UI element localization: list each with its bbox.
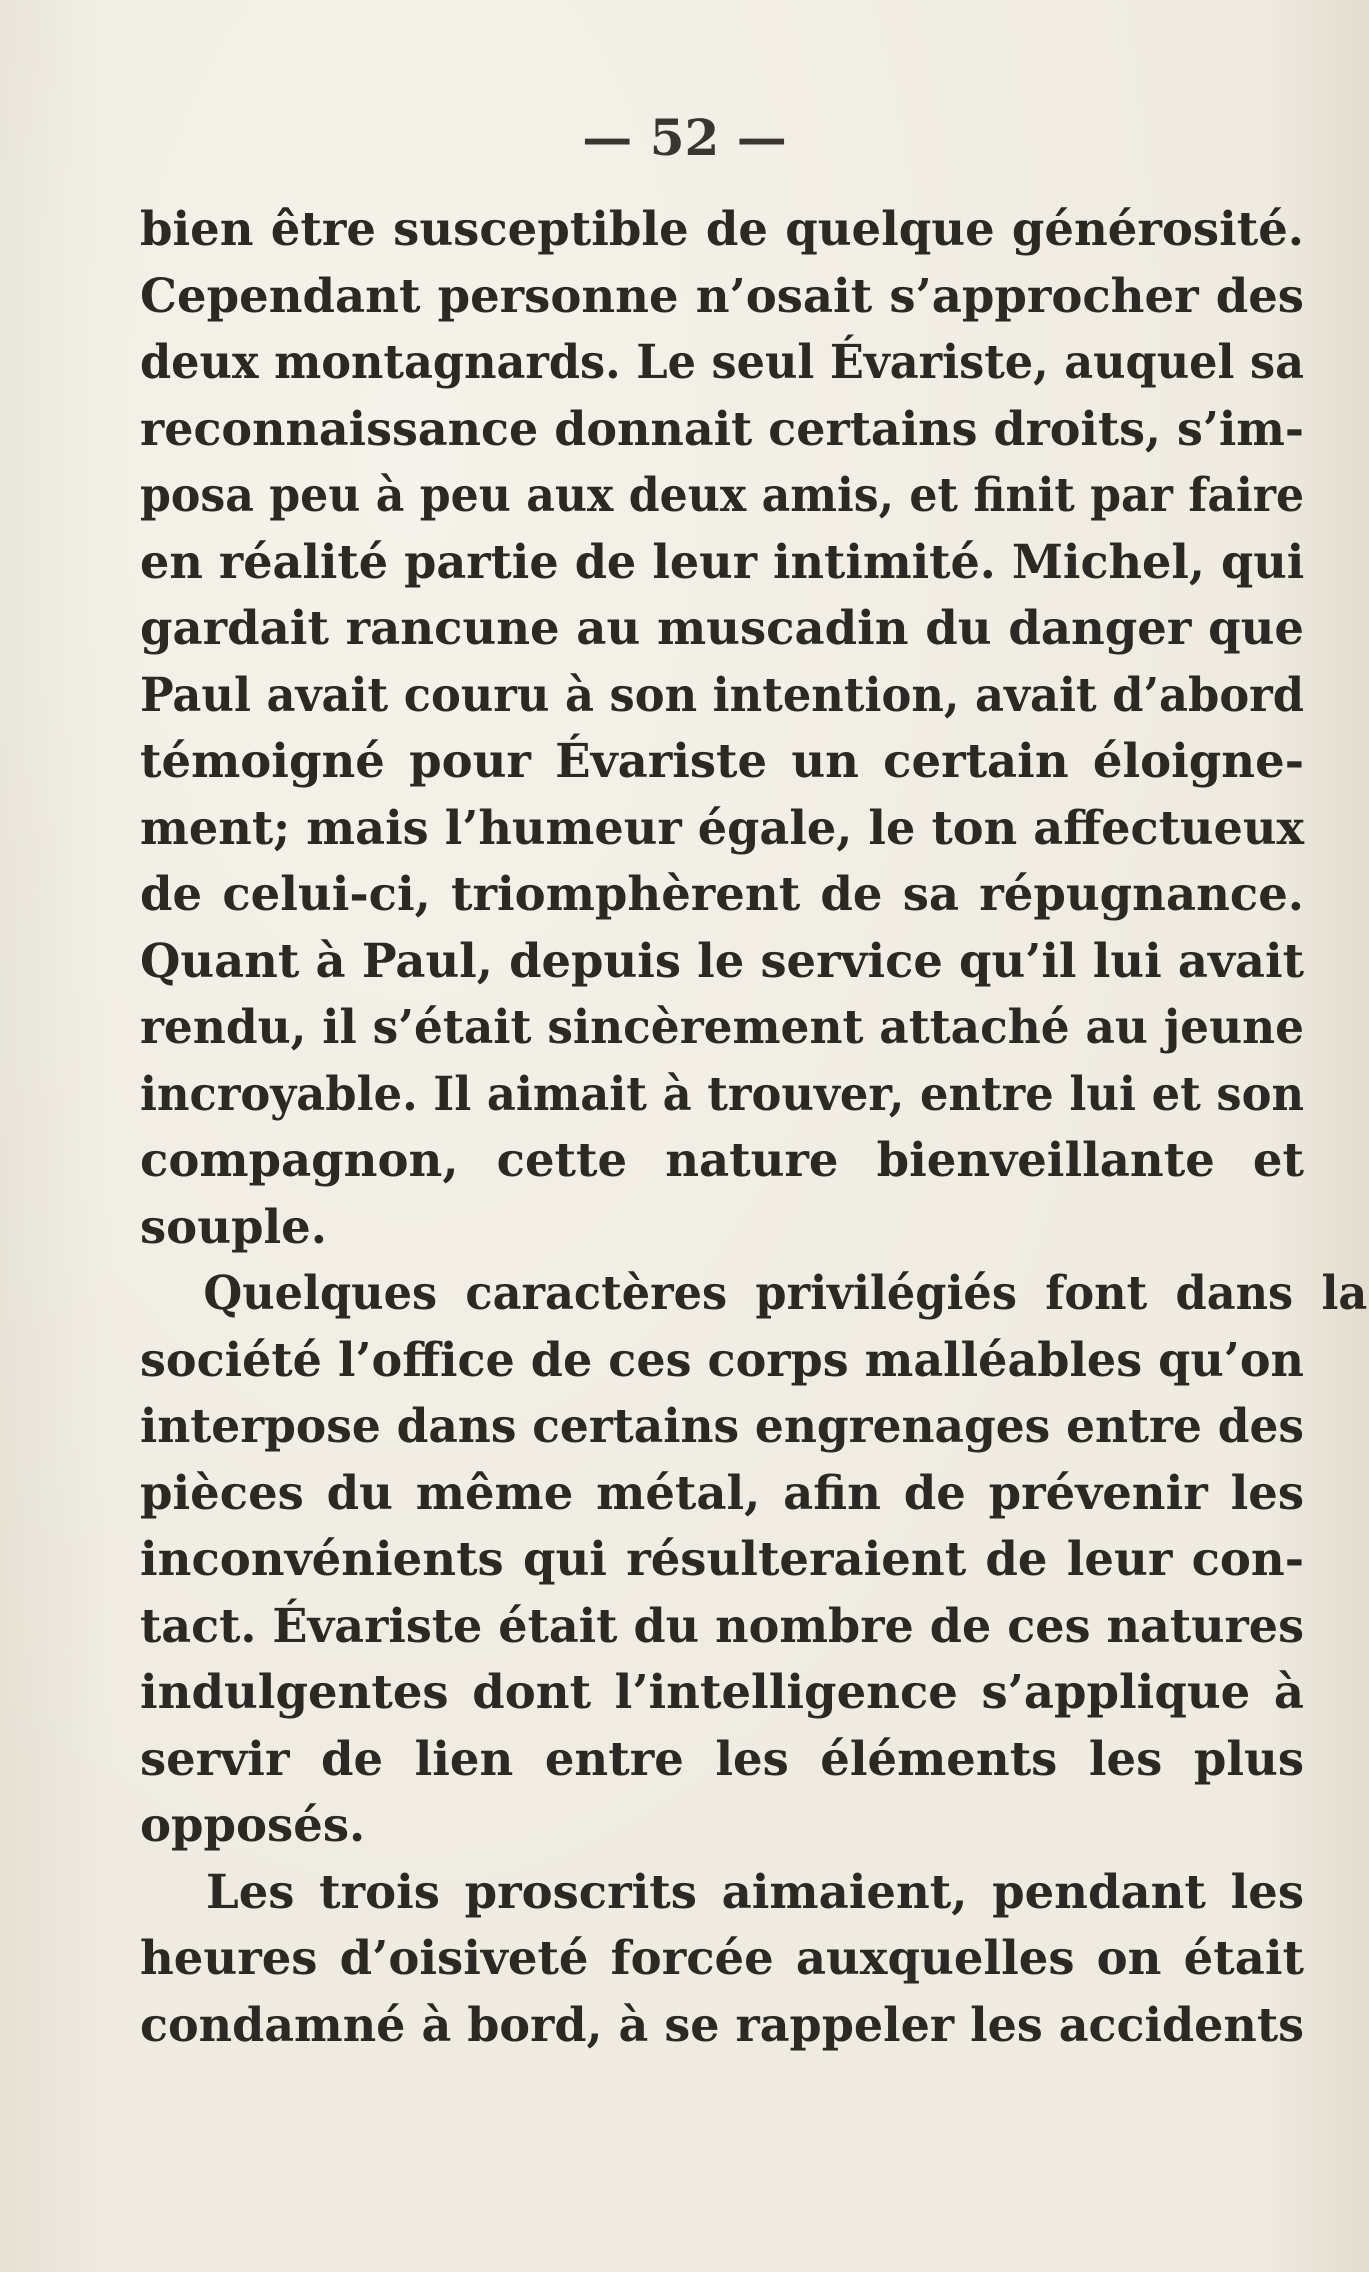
text-line: deux montagnards. Le seul Évariste, auquel sa [140,334,1304,389]
text-line: incroyable. Il aimait à trouver, entre lui et son [140,1065,1304,1121]
text-line: Paul avait couru à son intention, avait d’abord [140,666,1304,722]
text-line: indulgentes dont l’intelligence s’applique à [140,1664,1304,1719]
text-line: Quant à Paul, depuis le service qu’il lui avait [140,932,1304,988]
text-line: Cependant personne n’osait s’approcher des [140,267,1304,323]
text-line: bien être susceptible de quelque générosité. [140,201,1304,256]
text-line: interpose dans certains engrenages entre des [140,1398,1304,1453]
text-line: témoigné pour Évariste un certain éloigne- [140,733,1304,788]
text-line: reconnaissance donnait certains droits, s’im- [140,400,1304,456]
page-number: — 52 — [582,108,787,167]
body-text [140,196,1368,2058]
text-line: gardait rancune au muscadin du danger que [140,600,1304,655]
text-line: condamné à bord, à se rappeler les accidents [140,1996,1304,2052]
text-line: en réalité partie de leur intimité. Michel, qui [140,533,1305,589]
text-line: souple. [140,1198,327,1254]
text-line: rendu, il s’était sincèrement attaché au jeune [140,999,1304,1054]
text-line: inconvénients qui résulteraient de leur con- [140,1531,1304,1586]
text-line: posa peu à peu aux deux amis, et finit par faire [140,467,1305,522]
text-line: pièces du même métal, afin de prévenir les [140,1464,1304,1520]
text-line: Quelques caractères privilégiés font dans la [203,1265,1368,1320]
text-line: de celui-ci, triomphèrent de sa répugnance. [140,866,1304,921]
text-line: Les trois proscrits aimaient, pendant les [206,1863,1304,1919]
text-line: heures d’oisiveté forcée auxquelles on était [140,1930,1304,1985]
text-line: société l’office de ces corps malléables qu’on [140,1331,1304,1387]
text-line: tact. Évariste était du nombre de ces natures [140,1597,1304,1653]
text-line: servir de lien entre les éléments les plus [140,1730,1304,1786]
text-line: ment; mais l’humeur égale, le ton affectueux [140,799,1304,855]
text-line: compagnon, cette nature bienveillante et [140,1132,1304,1187]
text-line: opposés. [140,1797,366,1852]
